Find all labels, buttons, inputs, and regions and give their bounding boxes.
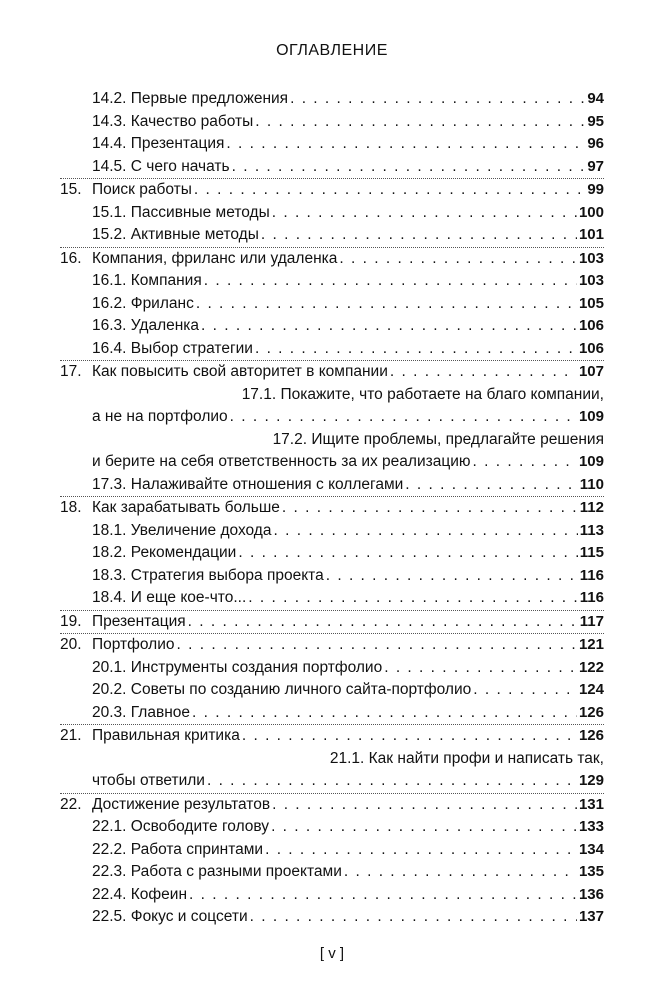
page-title: ОГЛАВЛЕНИЕ [276,42,388,59]
toc-section-row[interactable] [60,520,604,543]
toc-chapter-row[interactable] [60,793,604,817]
toc-section-row[interactable] [60,748,604,771]
toc-chapter-row[interactable] [60,178,604,202]
toc-entry [92,657,604,680]
toc-section-row[interactable] [60,657,604,680]
dot-leader [232,156,586,179]
toc-section-row[interactable] [60,474,604,497]
toc-entry [92,520,604,543]
page-ref: 106 [578,339,604,357]
entry-title: 14.2. Первые предложения [92,90,289,107]
toc-entry [92,270,604,293]
dot-leader [230,406,577,429]
entry-title: а не на портфолио [92,408,228,425]
entry-title: 14.3. Качество работы [92,112,254,130]
page-ref: 103 [578,249,604,267]
chapter-number: 21. [60,727,82,744]
entry-title: Портфолио [92,636,175,653]
toc-entry [92,497,604,520]
toc-entry [92,906,604,929]
page-ref: 109 [578,453,604,470]
entry-title: Правильная критика [92,727,240,744]
page-ref: 122 [578,658,604,676]
page-ref: 105 [578,294,604,312]
entry-title: 17.3. Налаживайте отношения с коллегами [92,475,404,493]
page-ref: 135 [578,863,604,880]
dot-leader [339,248,577,271]
page-ref: 103 [578,272,604,289]
chapter-number: 15. [60,181,82,198]
dot-leader [196,293,577,316]
dot-leader [390,361,577,384]
page-ref: 115 [579,544,604,561]
toc-section-row[interactable] [60,384,604,407]
toc-entry [92,406,604,429]
page-ref: 124 [578,681,604,698]
toc-entry [92,451,604,474]
entry-title: чтобы ответили [92,772,205,789]
dot-leader [290,88,585,111]
dot-leader [255,111,585,134]
toc-entry [92,293,604,316]
dot-leader [188,611,578,634]
entry-title: 20.3. Главное [92,703,191,721]
page-ref: 94 [587,90,604,107]
page-ref: 137 [578,908,604,925]
toc-entry [92,861,604,884]
entry-title: 14.4. Презентация [92,135,225,152]
chapter-number: 16. [60,249,82,267]
toc-entry [92,679,604,702]
entry-title: Как повысить свой авторитет в компании [92,363,388,380]
toc-entry [92,474,604,497]
chapter-number: 22. [60,795,82,813]
entry-title: 16.2. Фриланс [92,294,194,312]
entry-title: Как зарабатывать больше [92,499,280,516]
toc-entry [92,816,604,839]
dot-leader [177,634,577,657]
entry-title: 17.2. Ищите проблемы, предлагайте решения [272,430,604,448]
toc-entry [92,202,604,225]
page-ref: 126 [578,703,604,721]
entry-title: 22.2. Работа спринтами [92,840,264,858]
entry-title: 14.5. С чего начать [92,157,230,175]
toc-entry [92,156,604,179]
page-ref: 133 [578,818,604,835]
table-of-contents [60,88,604,929]
page-ref: 100 [578,203,604,221]
entry-title: 18.2. Рекомендации [92,544,237,561]
entry-title: 15.1. Пассивные методы [92,203,270,221]
entry-title: 20.2. Советы по созданию личного сайта-портфолио [92,681,472,698]
dot-leader [473,679,577,702]
toc-entry [92,338,604,361]
page-ref: 131 [578,795,604,813]
entry-title: 22.3. Работа с разными проектами [92,863,342,880]
toc-entry [92,725,604,748]
dot-leader [207,770,577,793]
toc-entry [92,361,604,384]
toc-entry [92,542,604,565]
page-ref: 97 [587,157,604,175]
entry-title: 18.4. И еще кое-что... [92,589,247,606]
dot-leader [189,884,577,907]
page-ref: 121 [578,636,604,653]
dot-leader [384,657,577,680]
toc-entry [92,315,604,338]
page-ref: 116 [579,589,604,606]
dot-leader [473,451,577,474]
dot-leader [405,474,578,497]
page-ref: 107 [578,363,604,380]
toc-section-row[interactable] [60,770,604,793]
toc-entry [92,565,604,588]
toc-entry [92,634,604,657]
toc-section-row[interactable] [60,542,604,565]
dot-leader [255,338,577,361]
page-number: [ v ] [319,945,345,962]
toc-section-row[interactable] [60,429,604,452]
entry-title: Поиск работы [92,181,192,198]
dot-leader [271,816,577,839]
toc-entry [92,839,604,862]
toc-entry [92,587,604,610]
toc-entry [92,248,604,271]
toc-entry [330,748,604,771]
toc-section-row[interactable] [60,406,604,429]
dot-leader [261,224,577,247]
toc-section-row[interactable] [60,315,604,338]
toc-section-row[interactable] [60,293,604,316]
toc-chapter-row[interactable] [60,360,604,384]
chapter-number: 18. [60,499,82,516]
dot-leader [201,315,577,338]
toc-section-row[interactable] [60,816,604,839]
page-ref: 112 [579,499,604,516]
entry-title: 16.3. Удаленка [92,317,200,334]
toc-chapter-row[interactable] [60,610,604,634]
dot-leader [272,794,577,817]
entry-title: 17.1. Покажите, что работаете на благо компании, [241,385,604,403]
toc-section-row[interactable] [60,156,604,179]
toc-section-row[interactable] [60,88,604,111]
entry-title: 18.1. Увеличение дохода [92,521,272,539]
entry-title: Достижение результатов [92,795,271,813]
entry-title: 22.4. Кофеин [92,885,188,903]
entry-title: 18.3. Стратегия выбора проекта [92,566,324,584]
dot-leader [344,861,577,884]
toc-section-row[interactable] [60,702,604,725]
dot-leader [194,179,585,202]
page-ref: 96 [587,135,604,152]
toc-section-row[interactable] [60,202,604,225]
toc-section-row[interactable] [60,133,604,156]
dot-leader [326,565,578,588]
page-ref: 110 [579,475,604,493]
chapter-number: 17. [60,363,82,380]
dot-leader [192,702,577,725]
dot-leader [265,839,577,862]
toc-section-row[interactable] [60,839,604,862]
toc-chapter-row[interactable] [60,247,604,271]
toc-entry [92,224,604,247]
toc-section-row[interactable] [60,270,604,293]
toc-entry [92,133,604,156]
page-ref: 99 [587,181,604,198]
toc-section-row[interactable] [60,884,604,907]
toc-section-row[interactable] [60,861,604,884]
entry-title: 21.1. Как найти профи и написать так, [329,749,604,767]
page-ref: 136 [578,885,604,903]
page-ref: 106 [578,317,604,334]
toc-entry [92,611,604,634]
dot-leader [238,542,577,565]
dot-leader [272,202,577,225]
entry-title: 16.4. Выбор стратегии [92,339,253,357]
page-ref: 95 [587,112,604,130]
page-ref: 109 [578,408,604,425]
toc-entry [92,794,604,817]
toc-entry [92,884,604,907]
toc-chapter-row[interactable] [60,724,604,748]
dot-leader [273,520,577,543]
entry-title: 15.2. Активные методы [92,226,259,243]
toc-section-row[interactable] [60,587,604,610]
dot-leader [248,587,578,610]
page-ref: 117 [579,612,604,630]
page-ref: 116 [579,566,604,584]
page-ref: 126 [578,727,604,744]
toc-entry [92,88,604,111]
entry-title: Компания, фриланс или удаленка [92,249,338,267]
entry-title: 20.1. Инструменты создания портфолио [92,658,383,676]
toc-entry [92,702,604,725]
page-ref: 129 [578,772,604,789]
dot-leader [282,497,578,520]
chapter-number: 20. [60,636,82,653]
toc-entry [273,429,604,452]
page-ref: 113 [579,521,604,539]
dot-leader [242,725,577,748]
toc-section-row[interactable] [60,679,604,702]
toc-section-row[interactable] [60,224,604,247]
toc-section-row[interactable] [60,451,604,474]
entry-title: Презентация [92,612,186,630]
toc-chapter-row[interactable] [60,633,604,657]
toc-entry [242,384,604,407]
toc-entry [92,111,604,134]
toc-section-row[interactable] [60,565,604,588]
toc-section-row[interactable] [60,111,604,134]
dot-leader [204,270,577,293]
page-ref: 101 [578,226,604,243]
dot-leader [226,133,585,156]
entry-title: 16.1. Компания [92,272,202,289]
entry-title: 22.1. Освободите голову [92,818,270,835]
entry-title: и берите на себя ответственность за их реализацию [92,453,471,470]
dot-leader [250,906,577,929]
toc-chapter-row[interactable] [60,496,604,520]
toc-section-row[interactable] [60,906,604,929]
toc-entry [92,770,604,793]
page-ref: 134 [578,840,604,858]
toc-entry [92,179,604,202]
chapter-number: 19. [60,612,82,630]
toc-section-row[interactable] [60,338,604,361]
entry-title: 22.5. Фокус и соцсети [92,908,248,925]
